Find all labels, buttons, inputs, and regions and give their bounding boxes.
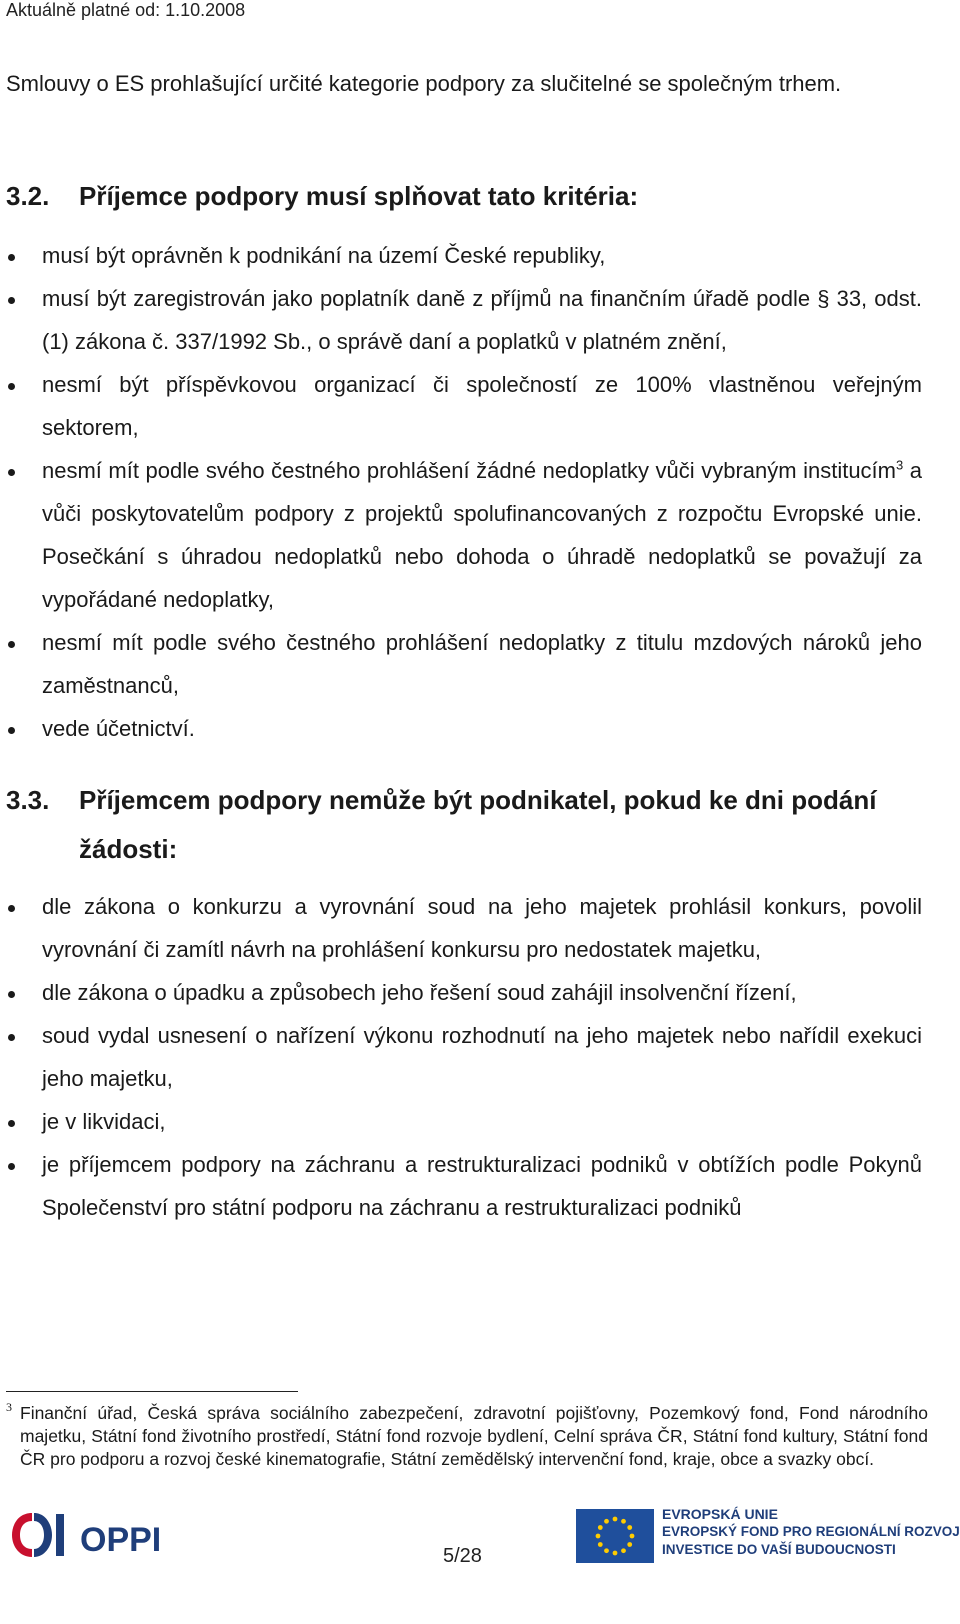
eu-star-icon <box>604 1519 609 1524</box>
section-number: 3.3. <box>6 785 50 815</box>
eu-line: INVESTICE DO VAŠÍ BUDOUCNOSTI <box>662 1542 896 1557</box>
eu-star-icon <box>621 1548 626 1553</box>
footnote-text: Finanční úřad, Česká správa sociálního zabezpečení, zdravotní pojišťovny, Pozemkový fond, Fond národního majetku, Státní fond životního prostředí, Státní fond rozvoje bydlení, Celní správa ČR, Státní fond kultury, Státní fond ČR pro podporu a rozvoj české kinematografie, Státní zemědělský intervenční fond, kraje, obce a svazky obcí. <box>20 1403 928 1469</box>
section-number: 3.2. <box>6 181 50 211</box>
eu-star-icon <box>630 1534 635 1539</box>
bullet-icon <box>8 297 15 304</box>
eu-star-icon <box>627 1525 632 1530</box>
eu-line: EVROPSKÁ UNIE <box>662 1506 778 1522</box>
footnote-mark: 3 <box>6 1400 12 1414</box>
list-item: vede účetnictví. <box>0 707 922 750</box>
section-title: Příjemce podpory musí splňovat tato kritéria: <box>79 181 639 211</box>
list-item: musí být oprávněn k podnikání na území České republiky, <box>0 234 922 277</box>
list-item: nesmí mít podle svého čestného prohlášení nedoplatky z titulu mzdových nároků jeho zaměstnanců, <box>0 621 922 707</box>
bullet-icon <box>8 641 15 648</box>
page-header: Aktuálně platné od: 1.10.2008 <box>6 0 246 20</box>
eu-star-icon <box>598 1542 603 1547</box>
intro-paragraph: Smlouvy o ES prohlašující určité kategorie podpory za slučitelné se společným trhem. <box>6 71 842 96</box>
footnote <box>6 1402 928 1471</box>
section-heading-3-3 <box>6 776 906 874</box>
bullet-icon <box>8 905 15 912</box>
list-item: nesmí mít podle svého čestného prohlášení žádné nedoplatky vůči vybraným institucím$^3$ a vůči poskytovatelům podpory z projektů spolufinancovaných z rozpočtu Evropské unie. Posečkání s úhradou nedoplatků nebo dohoda o úhradě nedoplatků se považují za vypořádané nedoplatky, <box>0 449 922 621</box>
list-item: nesmí být příspěvkovou organizací či společností ze 100% vlastněnou veřejným sektorem, <box>0 363 922 449</box>
list-item: je v likvidaci, <box>0 1100 922 1143</box>
bullet-icon <box>8 383 15 390</box>
bullet-icon <box>8 1120 15 1127</box>
page-number: 5/28 <box>443 1545 482 1567</box>
oppi-logo-icon <box>10 1505 170 1565</box>
eu-star-icon <box>627 1542 632 1547</box>
bullet-icon <box>8 727 15 734</box>
section-title: Příjemcem podpory nemůže být podnikatel, pokud ke dni podání žádosti: <box>79 785 877 864</box>
bullet-icon <box>8 991 15 998</box>
list-item: dle zákona o konkurzu a vyrovnání soud na jeho majetek prohlásil konkurs, povolil vyrovnání či zamítl návrh na prohlášení konkursu pro nedostatek majetku, <box>0 885 922 971</box>
bullet-icon <box>8 1034 15 1041</box>
bullet-icon <box>8 1163 15 1170</box>
list-item: dle zákona o úpadku a způsobech jeho řešení soud zahájil insolvenční řízení, <box>0 971 922 1014</box>
section-heading-3-2 <box>6 172 638 221</box>
eu-star-icon <box>604 1548 609 1553</box>
eu-star-icon <box>613 1517 618 1522</box>
footnote-reference[interactable]: 3 <box>896 457 904 473</box>
eu-text <box>662 1505 960 1559</box>
bullet-icon <box>8 469 15 476</box>
bullet-icon <box>8 254 15 261</box>
eu-line: EVROPSKÝ FOND PRO REGIONÁLNÍ ROZVOJ <box>662 1524 960 1539</box>
eu-star-icon <box>596 1534 601 1539</box>
criteria-list <box>0 234 922 750</box>
eu-flag-icon <box>576 1509 654 1563</box>
eu-star-icon <box>613 1551 618 1556</box>
oppi-wordmark: OPPI <box>80 1521 162 1559</box>
footnote-separator <box>6 1391 298 1392</box>
list-item: je příjemcem podpory na záchranu a restrukturalizaci podniků v obtížích podle Pokynů Společenství pro státní podporu na záchranu a restrukturalizaci podniků <box>0 1143 922 1229</box>
eu-star-icon <box>621 1519 626 1524</box>
list-item: musí být zaregistrován jako poplatník daně z příjmů na finančním úřadě podle § 33, odst. (1) zákona č. 337/1992 Sb., o správě daní a poplatků v platném znění, <box>0 277 922 363</box>
eu-star-icon <box>598 1525 603 1530</box>
eu-logo <box>576 1505 960 1565</box>
exclusion-list <box>0 885 922 1229</box>
list-item: soud vydal usnesení o nařízení výkonu rozhodnutí na jeho majetek nebo nařídil exekuci jeho majetku, <box>0 1014 922 1100</box>
